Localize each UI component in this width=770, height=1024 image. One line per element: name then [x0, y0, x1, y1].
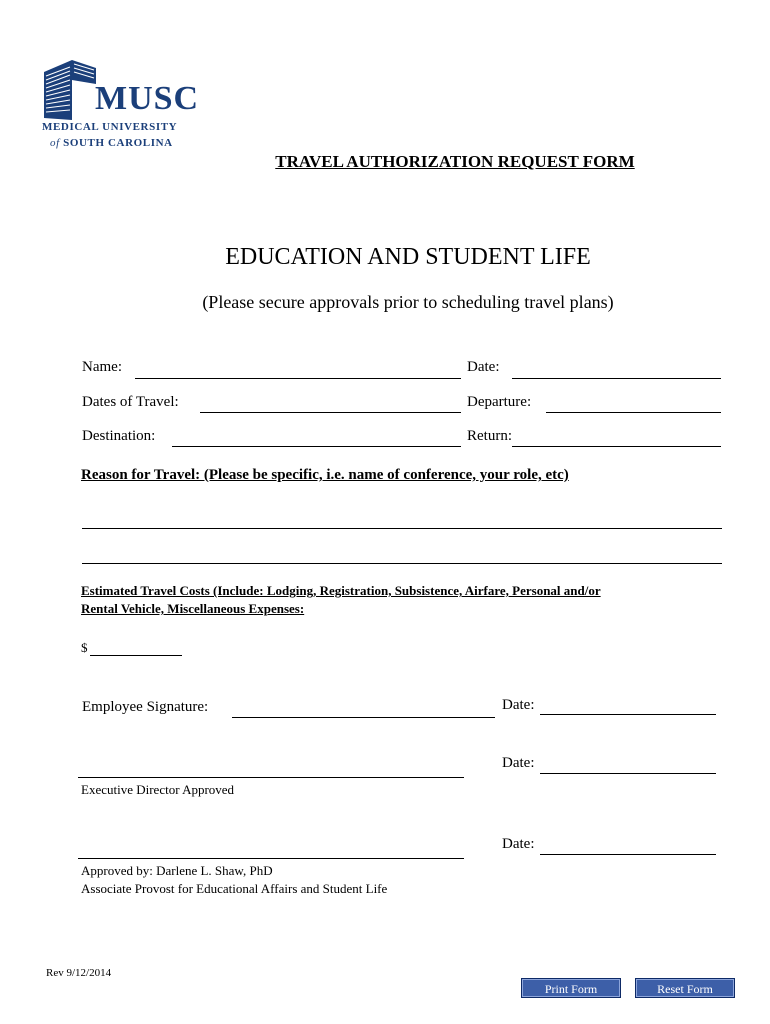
approver-title-label: Associate Provost for Educational Affairs and Student Life [81, 881, 388, 896]
dates-of-travel-label: Dates of Travel: [82, 394, 179, 410]
print-form-button[interactable]: Print Form [521, 978, 621, 998]
provost-date-field[interactable] [540, 854, 716, 855]
departure-label: Departure: [467, 394, 532, 410]
approval-note: (Please secure approvals prior to scheduling travel plans) [202, 292, 614, 312]
reason-heading: Reason for Travel: (Please be specific, i.e. name of conference, your role, etc) [81, 467, 569, 483]
departure-field[interactable] [546, 412, 721, 413]
musc-building-logo-icon [42, 58, 98, 124]
employee-signature-label: Employee Signature: [82, 699, 209, 715]
logo-university-name: MEDICAL UNIVERSITY [42, 121, 178, 133]
return-label: Return: [467, 428, 512, 444]
dates-of-travel-field[interactable] [200, 412, 461, 413]
logo-wordmark: MUSC [95, 80, 200, 117]
reason-line-2[interactable] [82, 563, 722, 564]
destination-field[interactable] [172, 446, 461, 447]
executive-director-label: Executive Director Approved [81, 782, 235, 797]
executive-signature-field[interactable] [78, 777, 464, 778]
costs-heading-line-1: Estimated Travel Costs (Include: Lodging, Registration, Subsistence, Airfare, Personal and/or [81, 583, 601, 598]
reason-line-1[interactable] [82, 528, 722, 529]
form-title: TRAVEL AUTHORIZATION REQUEST FORM [275, 152, 635, 171]
currency-symbol: $ [81, 640, 88, 655]
provost-signature-field[interactable] [78, 858, 464, 859]
reset-form-button[interactable]: Reset Form [635, 978, 735, 998]
destination-label: Destination: [82, 428, 156, 444]
costs-heading-line-2: Rental Vehicle, Miscellaneous Expenses: [81, 601, 305, 616]
department-heading: EDUCATION AND STUDENT LIFE [225, 244, 591, 270]
date-label: Date: [467, 359, 500, 375]
executive-date-label: Date: [502, 755, 535, 771]
revision-date: Rev 9/12/2014 [46, 967, 112, 979]
logo-state-name: of SOUTH CAROLINA [50, 137, 173, 149]
date-field[interactable] [512, 378, 721, 379]
employee-signature-field[interactable] [232, 717, 495, 718]
name-label: Name: [82, 359, 122, 375]
return-field[interactable] [512, 446, 721, 447]
employee-date-field[interactable] [540, 714, 716, 715]
approved-by-label: Approved by: Darlene L. Shaw, PhD [81, 863, 273, 878]
name-field[interactable] [135, 378, 461, 379]
provost-date-label: Date: [502, 836, 535, 852]
cost-amount-field[interactable] [90, 655, 182, 656]
employee-date-label: Date: [502, 697, 535, 713]
executive-date-field[interactable] [540, 773, 716, 774]
